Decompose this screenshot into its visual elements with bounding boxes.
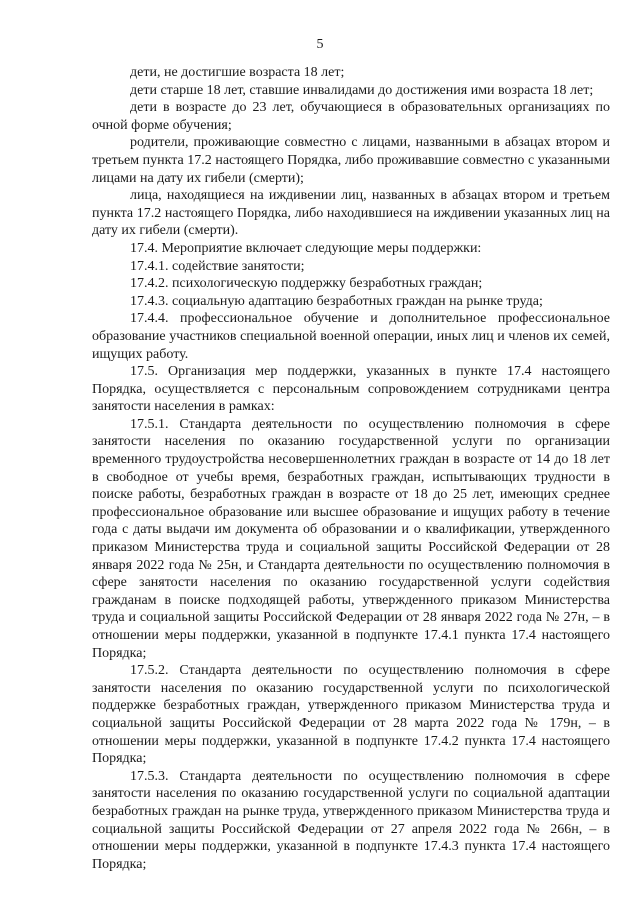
page-number: 5 <box>316 37 324 52</box>
section-heading-17-4: 17.4. Мероприятие включает следующие меры поддержки: <box>130 240 482 256</box>
list-item-17-4-1: 17.4.1. содействие занятости; <box>130 258 305 274</box>
paragraph: дети, не достигшие возраста 18 лет; <box>130 65 345 80</box>
list-item-17-4-4: 17.4.4. профессиональное обучение и дополнительное профессиональное образование участников специальной военной операции, иных лиц и членов их семей, ищущих работу. <box>92 311 610 362</box>
paragraph: родители, проживающие совместно с лицами, названными в абзацах втором и третьем пункта 17.2 настоящего Порядка, либо проживавшие совместно с указанными лицами на дату их гибели (смерти); <box>92 135 610 186</box>
paragraph: лица, находящиеся на иждивении лиц, названных в абзацах втором и третьем пункта 17.2 настоящего Порядка, либо находившиеся на иждивении указанных лиц на дату их гибели (смерти). <box>92 188 610 239</box>
list-item-17-4-2: 17.4.2. психологическую поддержку безработных граждан; <box>130 276 483 292</box>
document-body <box>92 64 610 873</box>
paragraph: дети старше 18 лет, ставшие инвалидами до достижения ими возраста 18 лет; <box>130 82 594 98</box>
subsection-17-5-1: 17.5.1. Стандарта деятельности по осуществлению полномочия в сфере занятости населения по оказанию государственной услуги по организации временного трудоустройства несовершеннолетних граждан в возрасте от 14 до 18 лет в свободное от учебы время, безработных граждан, испытывающих трудности в поиске работы, безработных граждан в возрасте от 18 до 25 лет, имеющих среднее профессиональное образование или высшее образование и ищущих работу в течение года с даты выдачи им документа об образовании и о квалификации, утвержденного приказом Министерства труда и социальной защиты Российской Федерации от 28 января 2022 года № 25н, и Стандарта деятельности по осуществлению полномочия в сфере занятости населения по оказанию государственной услуги содействия гражданам в поиске подходящей работы, утвержденного приказом Министерства труда и социальной защиты Российской Федерации от 28 января 2022 года № 27н, – в отношении меры поддержки, указанной в подпункте 17.4.1 пункта 17.4 настоящего Порядка; <box>92 416 610 661</box>
subsection-17-5-3: 17.5.3. Стандарта деятельности по осуществлению полномочия в сфере занятости населения по оказанию государственной услуги по социальной адаптации безработных граждан на рынке труда, утвержденного приказом Министерства труда и социальной защиты Российской Федерации от 27 апреля 2022 года № 266н, – в отношении меры поддержки, указанной в подпункте 17.4.3 пункта 17.4 настоящего Порядка; <box>92 768 610 872</box>
list-item-17-4-3: 17.4.3. социальную адаптацию безработных граждан на рынке труда; <box>130 293 543 309</box>
subsection-17-5-2: 17.5.2. Стандарта деятельности по осуществлению полномочия в сфере занятости населения по оказанию государственной услуги по психологической поддержке безработных граждан, утвержденного приказом Министерства труда и социальной защиты Российской Федерации от 28 марта 2022 года № 179н, – в отношении меры поддержки, указанной в подпункте 17.4.2 пункта 17.4 настоящего Порядка; <box>92 663 610 767</box>
paragraph: дети в возрасте до 23 лет, обучающиеся в образовательных организациях по очной форме обучения; <box>92 100 610 133</box>
section-paragraph-17-5: 17.5. Организация мер поддержки, указанных в пункте 17.4 настоящего Порядка, осуществляется с персональным сопровождением сотрудниками центра занятости населения в рамках: <box>92 364 610 415</box>
